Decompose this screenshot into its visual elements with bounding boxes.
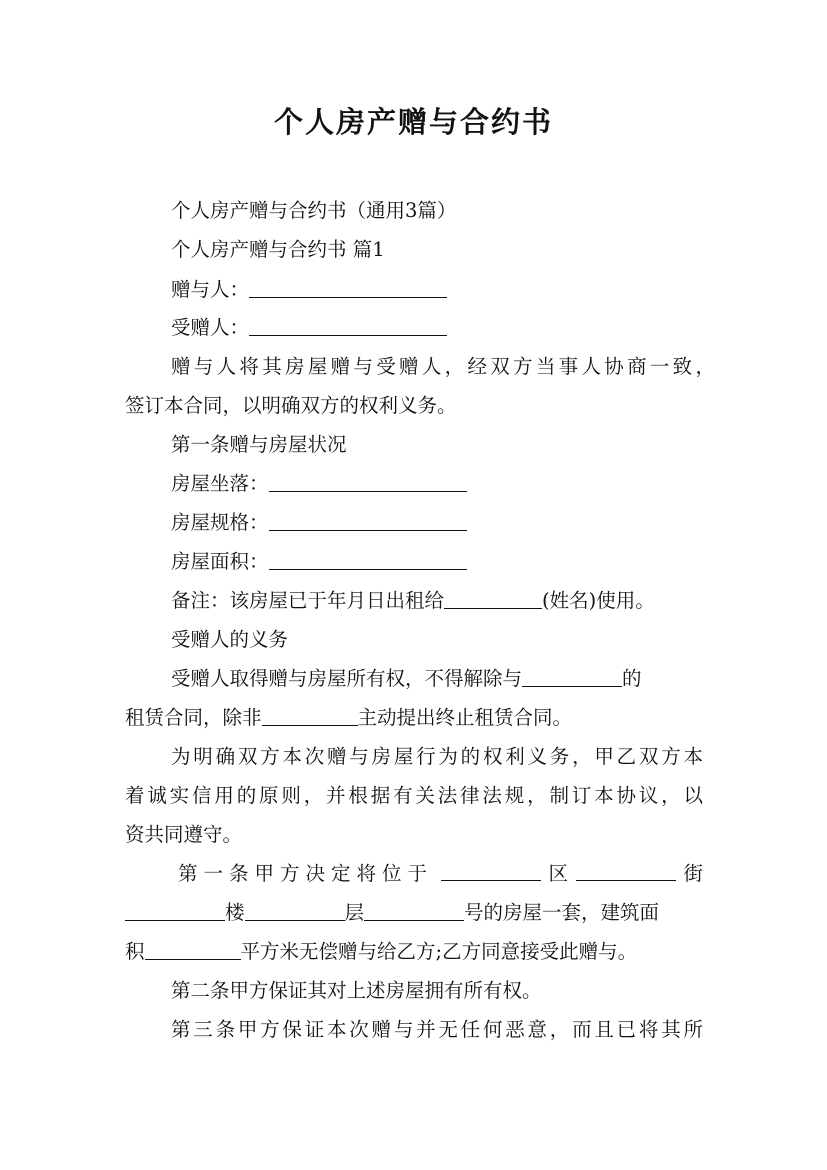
text-fragment: 主动提出终止租赁合同。 xyxy=(357,706,573,729)
text-fragment: 受赠人取得赠与房屋所有权，不得解除与 xyxy=(171,667,523,690)
text-fragment: (姓名)使用。 xyxy=(542,589,655,612)
document-title: 个人房产赠与合约书 xyxy=(273,105,553,139)
field-label: 房屋坐落： xyxy=(171,472,269,495)
text-fragment: 备注：该房屋已于年月日出租给 xyxy=(171,589,445,612)
house-spec-line xyxy=(171,510,467,536)
donor-blank xyxy=(249,278,447,298)
text-line xyxy=(125,900,659,926)
recipient-label: 受赠人： xyxy=(171,316,250,339)
text-line: 个人房产赠与合约书 篇1 xyxy=(171,238,385,261)
text-fragment: 平方米无偿赠与给乙方;乙方同意接受此赠与。 xyxy=(240,940,638,963)
field-blank xyxy=(441,861,541,881)
text-line: 资共同遵守。 xyxy=(125,823,243,846)
text-line xyxy=(125,939,637,965)
text-line: 第三条甲方保证本次赠与并无任何恶意，而且已将其所 xyxy=(171,1018,703,1041)
recipient-line xyxy=(171,315,447,341)
section-heading: 第一条赠与房屋状况 xyxy=(171,433,347,456)
recipient-blank xyxy=(249,316,447,336)
text-line: 着诚实信用的原则，并根据有关法律法规，制订本协议，以 xyxy=(125,784,703,807)
field-blank xyxy=(269,472,467,492)
field-blank xyxy=(444,589,542,609)
text-line xyxy=(125,705,572,731)
text-line: 为明确双方本次赠与房屋行为的权利义务，甲乙双方本 xyxy=(171,745,703,768)
text-line: 赠与人将其房屋赠与受赠人，经双方当事人协商一致， xyxy=(171,355,715,378)
field-blank xyxy=(245,901,345,921)
text-line: 第二条甲方保证其对上述房屋拥有所有权。 xyxy=(171,979,542,1002)
field-label: 房屋规格： xyxy=(171,511,269,534)
text-fragment: 层 xyxy=(344,901,365,924)
field-blank xyxy=(125,901,225,921)
text-fragment: 的 xyxy=(622,667,642,690)
field-blank xyxy=(522,667,622,687)
house-area-line xyxy=(171,549,467,575)
field-blank xyxy=(145,940,241,960)
field-label: 房屋面积： xyxy=(171,550,269,573)
article-one-line xyxy=(178,861,703,887)
text-fragment: 区 xyxy=(548,862,568,885)
section-heading: 受赠人的义务 xyxy=(171,628,289,651)
donor-label: 赠与人： xyxy=(171,278,250,301)
text-line: 个人房产赠与合约书（通用3篇） xyxy=(171,199,457,222)
text-fragment: 第一条甲方决定将位于 xyxy=(178,862,434,885)
field-blank xyxy=(576,861,676,881)
field-blank xyxy=(262,706,358,726)
text-fragment: 楼 xyxy=(225,901,245,924)
text-line xyxy=(171,666,642,692)
text-fragment: 租赁合同，除非 xyxy=(125,706,262,729)
note-line xyxy=(171,588,655,614)
field-blank xyxy=(269,550,467,570)
field-blank xyxy=(269,511,467,531)
text-line: 签订本合同，以明确双方的权利义务。 xyxy=(125,394,457,417)
donor-line xyxy=(171,277,447,303)
text-fragment: 街 xyxy=(683,862,703,885)
text-fragment: 号的房屋一套，建筑面 xyxy=(464,901,660,924)
field-blank xyxy=(364,901,464,921)
house-location-line xyxy=(171,471,467,497)
text-fragment: 积 xyxy=(125,940,145,963)
